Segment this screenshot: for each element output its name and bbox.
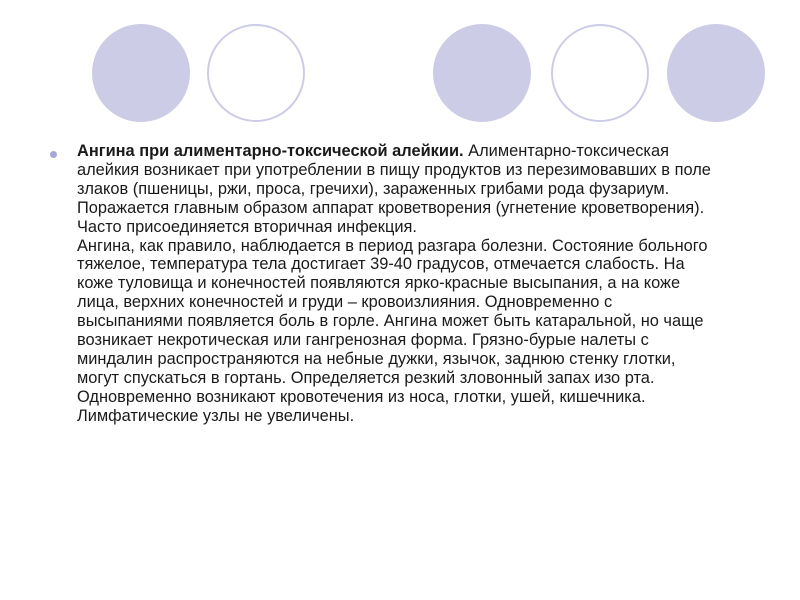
decorative-circle-filled-2 <box>433 24 531 122</box>
decorative-circle-outlined-1 <box>207 24 305 122</box>
decorative-circle-outlined-2 <box>551 24 649 122</box>
paragraph-1-body: Алиментарно-токсическая алейкия возникает при употреблении в пищу продуктов из перезимовавших в поле злаков (пшеницы, ржи, проса, гречихи), зараженных грибами рода фузариум. Поражается главным образом аппарат кроветворения (угнетение кроветворения). Часто присоединяется вторичная инфекция. <box>77 142 711 236</box>
decorative-circle-filled-3 <box>667 24 765 122</box>
bullet-title: Ангина при алиментарно-токсической алейкии. <box>77 142 464 160</box>
bullet-text <box>77 142 717 426</box>
paragraph-2: Ангина, как правило, наблюдается в период разгара болезни. Состояние больного тяжелое, температура тела достигает 39-40 градусов, отмечается слабость. На коже туловища и конечностей появляются ярко-красные высыпания, а на коже лица, верхних конечностей и груди – кровоизлияния. Одновременно с высыпаниями появляется боль в горле. Ангина может быть катаральной, но чаще возникает некротическая или гангренозная форма. Грязно-бурые налеты с миндалин распространяются на небные дужки, язычок, заднюю стенку глотки, могут спускаться в гортань. Определяется резкий зловонный запах изо рта. Одновременно возникают кровотечения из носа, глотки, ушей, кишечника. Лимфатические узлы не увеличены. <box>77 236 708 425</box>
decorative-circle-filled-1 <box>92 24 190 122</box>
paragraph-1 <box>77 142 717 237</box>
bullet-icon <box>50 151 57 158</box>
